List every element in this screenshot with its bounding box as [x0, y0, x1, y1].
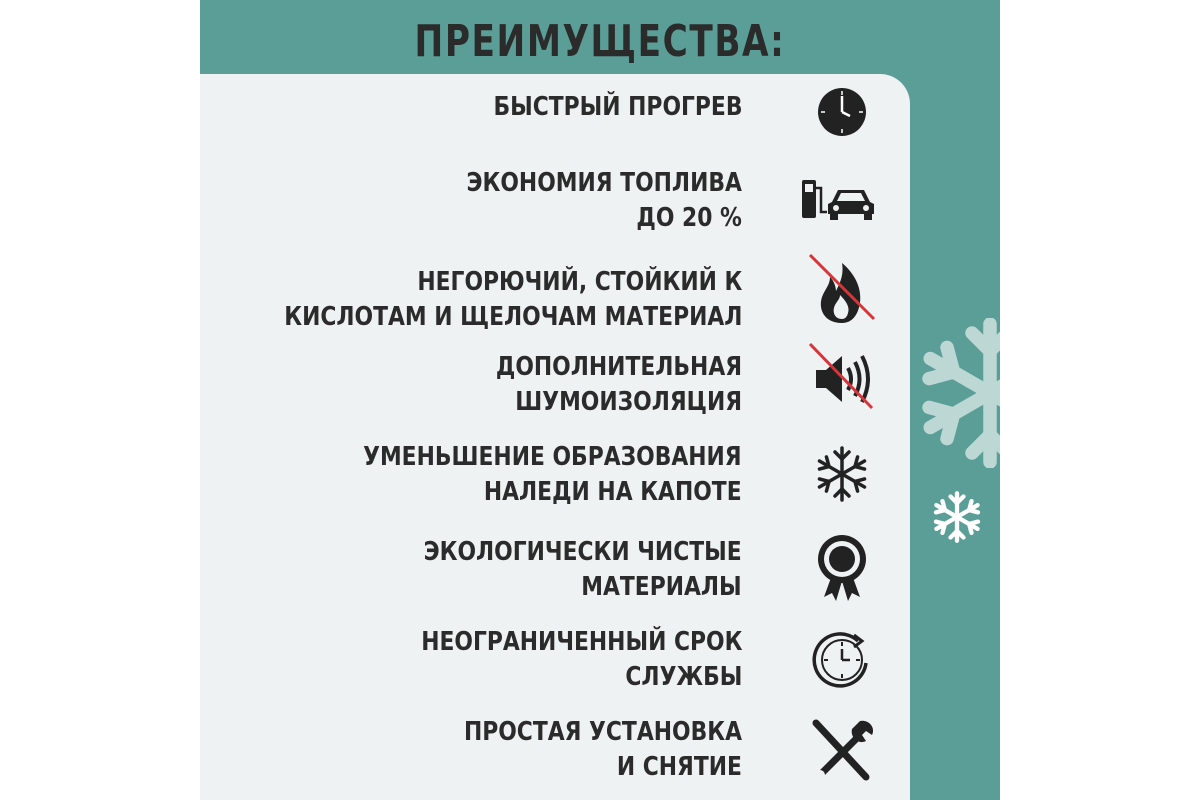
award-badge-icon	[802, 531, 882, 603]
no-fire-icon	[802, 253, 882, 333]
item-label: КИСЛОТАМ И ЩЕЛОЧАМ МАТЕРИАЛ	[283, 302, 742, 332]
item-label: НАЛЕДИ НА КАПОТЕ	[484, 477, 742, 507]
advantages-poster	[200, 0, 1000, 800]
small-snowflake-icon	[930, 490, 984, 544]
item-label: ЭКОНОМИЯ ТОПЛИВА	[466, 168, 742, 198]
item-label: БЫСТРЫЙ ПРОГРЕВ	[492, 92, 742, 122]
snowflake-icon	[802, 444, 882, 504]
advantages-panel	[200, 74, 910, 800]
item-label: СЛУЖБЫ	[624, 662, 742, 692]
item-label: МАТЕРИАЛЫ	[581, 572, 742, 602]
item-label: ШУМОИЗОЛЯЦИЯ	[515, 387, 742, 417]
no-sound-icon	[802, 344, 882, 414]
item-label: И СНЯТИЕ	[616, 752, 742, 782]
item-label: ДО 20 %	[636, 203, 742, 233]
item-label: НЕГОРЮЧИЙ, СТОЙКИЙ К	[416, 267, 742, 297]
item-label: УМЕНЬШЕНИЕ ОБРАЗОВАНИЯ	[363, 442, 742, 472]
clock-icon	[802, 82, 882, 142]
timer-clock-icon	[802, 629, 882, 689]
page-title: ПРЕИМУЩЕСТВА:	[414, 16, 786, 67]
item-label: НЕОГРАНИЧЕННЫЙ СРОК	[420, 627, 742, 657]
item-label: ПРОСТАЯ УСТАНОВКА	[463, 717, 742, 747]
item-label: ДОПОЛНИТЕЛЬНАЯ	[495, 352, 742, 382]
fuel-pump-car-icon	[802, 172, 882, 232]
tools-icon	[802, 717, 882, 785]
large-snowflake-icon	[915, 318, 1000, 468]
item-label: ЭКОЛОГИЧЕСКИ ЧИСТЫЕ	[423, 537, 742, 567]
